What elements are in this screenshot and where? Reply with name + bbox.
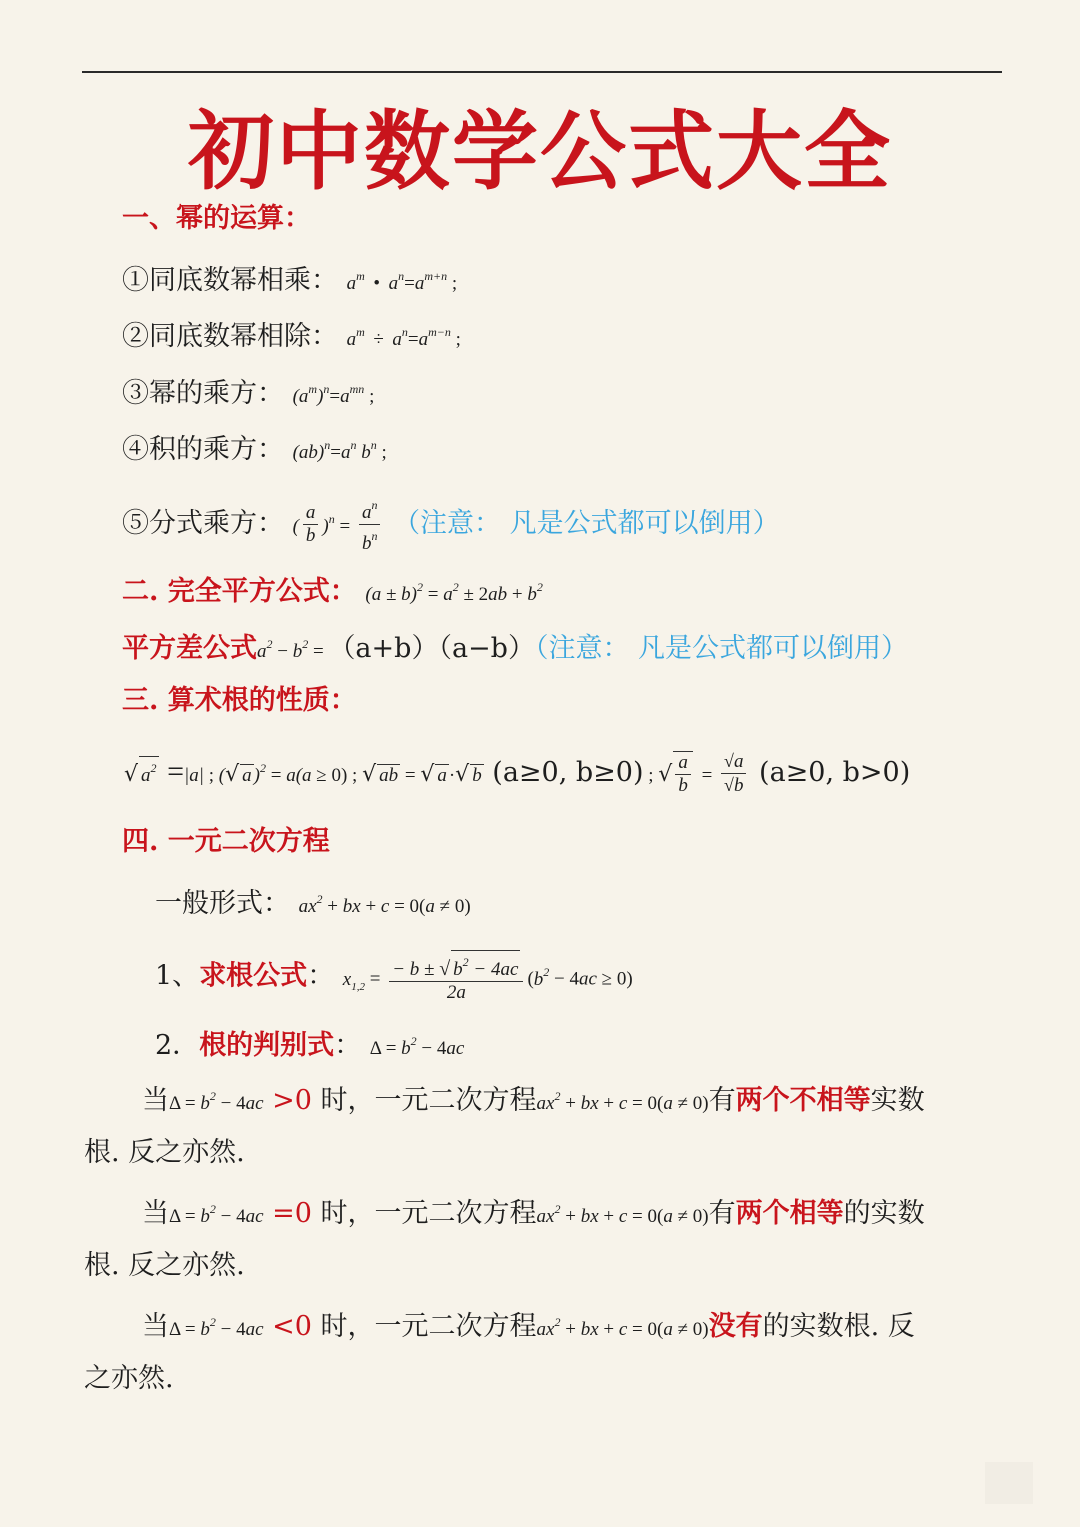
case2-tail: 的实数 xyxy=(843,1198,925,1229)
item-label: ⑤分式乘方： xyxy=(122,508,284,539)
section2-perfect-square: 二. 完全平方公式： $(a \pm b)^2 = a^2 \pm 2ab + b^2$ xyxy=(122,576,543,607)
formula-same-base-divide: ②同底数幂相除： $a^m \div a^n=a^{m-n}$ ; xyxy=(122,321,461,352)
item-label: ②同底数幂相除： xyxy=(122,321,338,352)
item-label: ①同底数幂相乘： xyxy=(122,265,338,296)
note-reversible: （注意： 凡是公式都可以倒用） xyxy=(393,508,780,539)
general-form-label: 一般形式： xyxy=(155,888,290,919)
section2-heading: 二. 完全平方公式： xyxy=(122,576,357,607)
case2-emph: 两个相等 xyxy=(735,1198,844,1229)
formula-same-base-multiply: ①同底数幂相乘： $a^m$ • $a^n=a^{m+n}$ ; xyxy=(122,265,458,296)
formula-power-of-power: ③幂的乘方： $(a^m)^n=a^{mn}$ ; xyxy=(122,378,375,409)
diff-squares-label: 平方差公式 xyxy=(122,633,257,664)
root-formula-prefix: 1、 xyxy=(155,960,200,992)
case2-sign: =0 xyxy=(272,1198,312,1229)
case1-continuation: 根. 反之亦然. xyxy=(84,1137,245,1168)
case-zero: 当$\Delta = b^2 - 4ac =0$ 时，一元二次方程$ax^2$ + bx + c = 0(a ≠ 0)有两个相等的实数 xyxy=(142,1198,925,1229)
root-formula: 1、求根公式： $x_{1,2}$ = $\frac{- b \pm √ b^2 - 4ac}{2a}$ $(b^2 - 4ac \ge 0)$ xyxy=(155,950,633,1007)
case1-you: 有 xyxy=(708,1085,736,1116)
section1-heading: 一、幂的运算： xyxy=(122,203,311,234)
case3-sign: <0 xyxy=(272,1311,312,1342)
case3-mid: 时，一元二次方程 xyxy=(320,1311,537,1342)
case1-mid: 时，一元二次方程 xyxy=(320,1085,537,1116)
root-formula-label: 求根公式 xyxy=(199,960,308,992)
page-title: 初中数学公式大全 xyxy=(188,102,892,202)
general-form: 一般形式： $ax^2$ + bx + c = 0(a ≠ 0) xyxy=(155,888,471,919)
formula-power-of-fraction: ⑤分式乘方： ( $\frac{a}{b}$ )$^n$ = $\frac{a^n}{b^n}$ （注意： 凡是公式都可以倒用） xyxy=(122,494,780,555)
discriminant-prefix: 2． xyxy=(155,1030,200,1061)
discriminant: 2．根的判别式： $\Delta = b^2 - 4ac$ xyxy=(155,1030,465,1061)
case-positive: 当$\Delta = b^2 - 4ac >0$ 时，一元二次方程$ax^2$ + bx + c = 0(a ≠ 0)有两个不相等实数 xyxy=(142,1085,925,1116)
case3-tail: 的实数根. 反 xyxy=(762,1311,915,1342)
corner-shade xyxy=(985,1462,1033,1504)
case-dang: 当 xyxy=(142,1085,169,1116)
top-rule xyxy=(82,71,1002,73)
case1-emph: 两个不相等 xyxy=(735,1085,871,1116)
note-reversible-2: （注意： 凡是公式都可以倒用） xyxy=(534,633,909,664)
condition-1: (a≥0, b≥0) xyxy=(492,757,644,788)
item-label: ④积的乘方： xyxy=(122,434,284,465)
case-negative: 当$\Delta = b^2 - 4ac <0$ 时，一元二次方程$ax^2$ + bx + c = 0(a ≠ 0)没有的实数根. 反 xyxy=(142,1311,915,1342)
section4-heading: 四. 一元二次方程 xyxy=(122,826,330,857)
case2-mid: 时，一元二次方程 xyxy=(320,1198,537,1229)
case1-tail: 实数 xyxy=(870,1085,925,1116)
condition-2: (a≥0, b>0) xyxy=(759,757,911,788)
diff-squares-rhs: （a+b）（a−b） xyxy=(328,633,535,664)
case-dang: 当 xyxy=(142,1198,169,1229)
case2-you: 有 xyxy=(708,1198,736,1229)
case3-emph: 没有 xyxy=(708,1311,763,1342)
case-dang: 当 xyxy=(142,1311,169,1342)
section3-heading: 三. 算术根的性质： xyxy=(122,685,357,716)
case1-sign: >0 xyxy=(272,1085,312,1116)
discriminant-label: 根的判别式 xyxy=(199,1030,335,1061)
radical-properties: √ $a^2 =|a|$ ; (√ a )$^2$ = a(a ≥ 0) ; √ ab = √ a ·√ b (a≥0, b≥0) ; √ $\frac{a}{b}$ = $\frac{√a}{√b}$ (a≥0, b>0) xyxy=(124,751,911,796)
difference-of-squares: 平方差公式$a^2 - b^2 = (a+b)(a-b)$（注意： 凡是公式都可以倒用） xyxy=(122,633,909,664)
item-label: ③幂的乘方： xyxy=(122,378,284,409)
case2-continuation: 根. 反之亦然. xyxy=(84,1250,245,1281)
formula-power-of-product: ④积的乘方： $(ab)^n=a^n$ $b^n$ ; xyxy=(122,434,387,465)
case3-continuation: 之亦然. xyxy=(84,1363,174,1394)
